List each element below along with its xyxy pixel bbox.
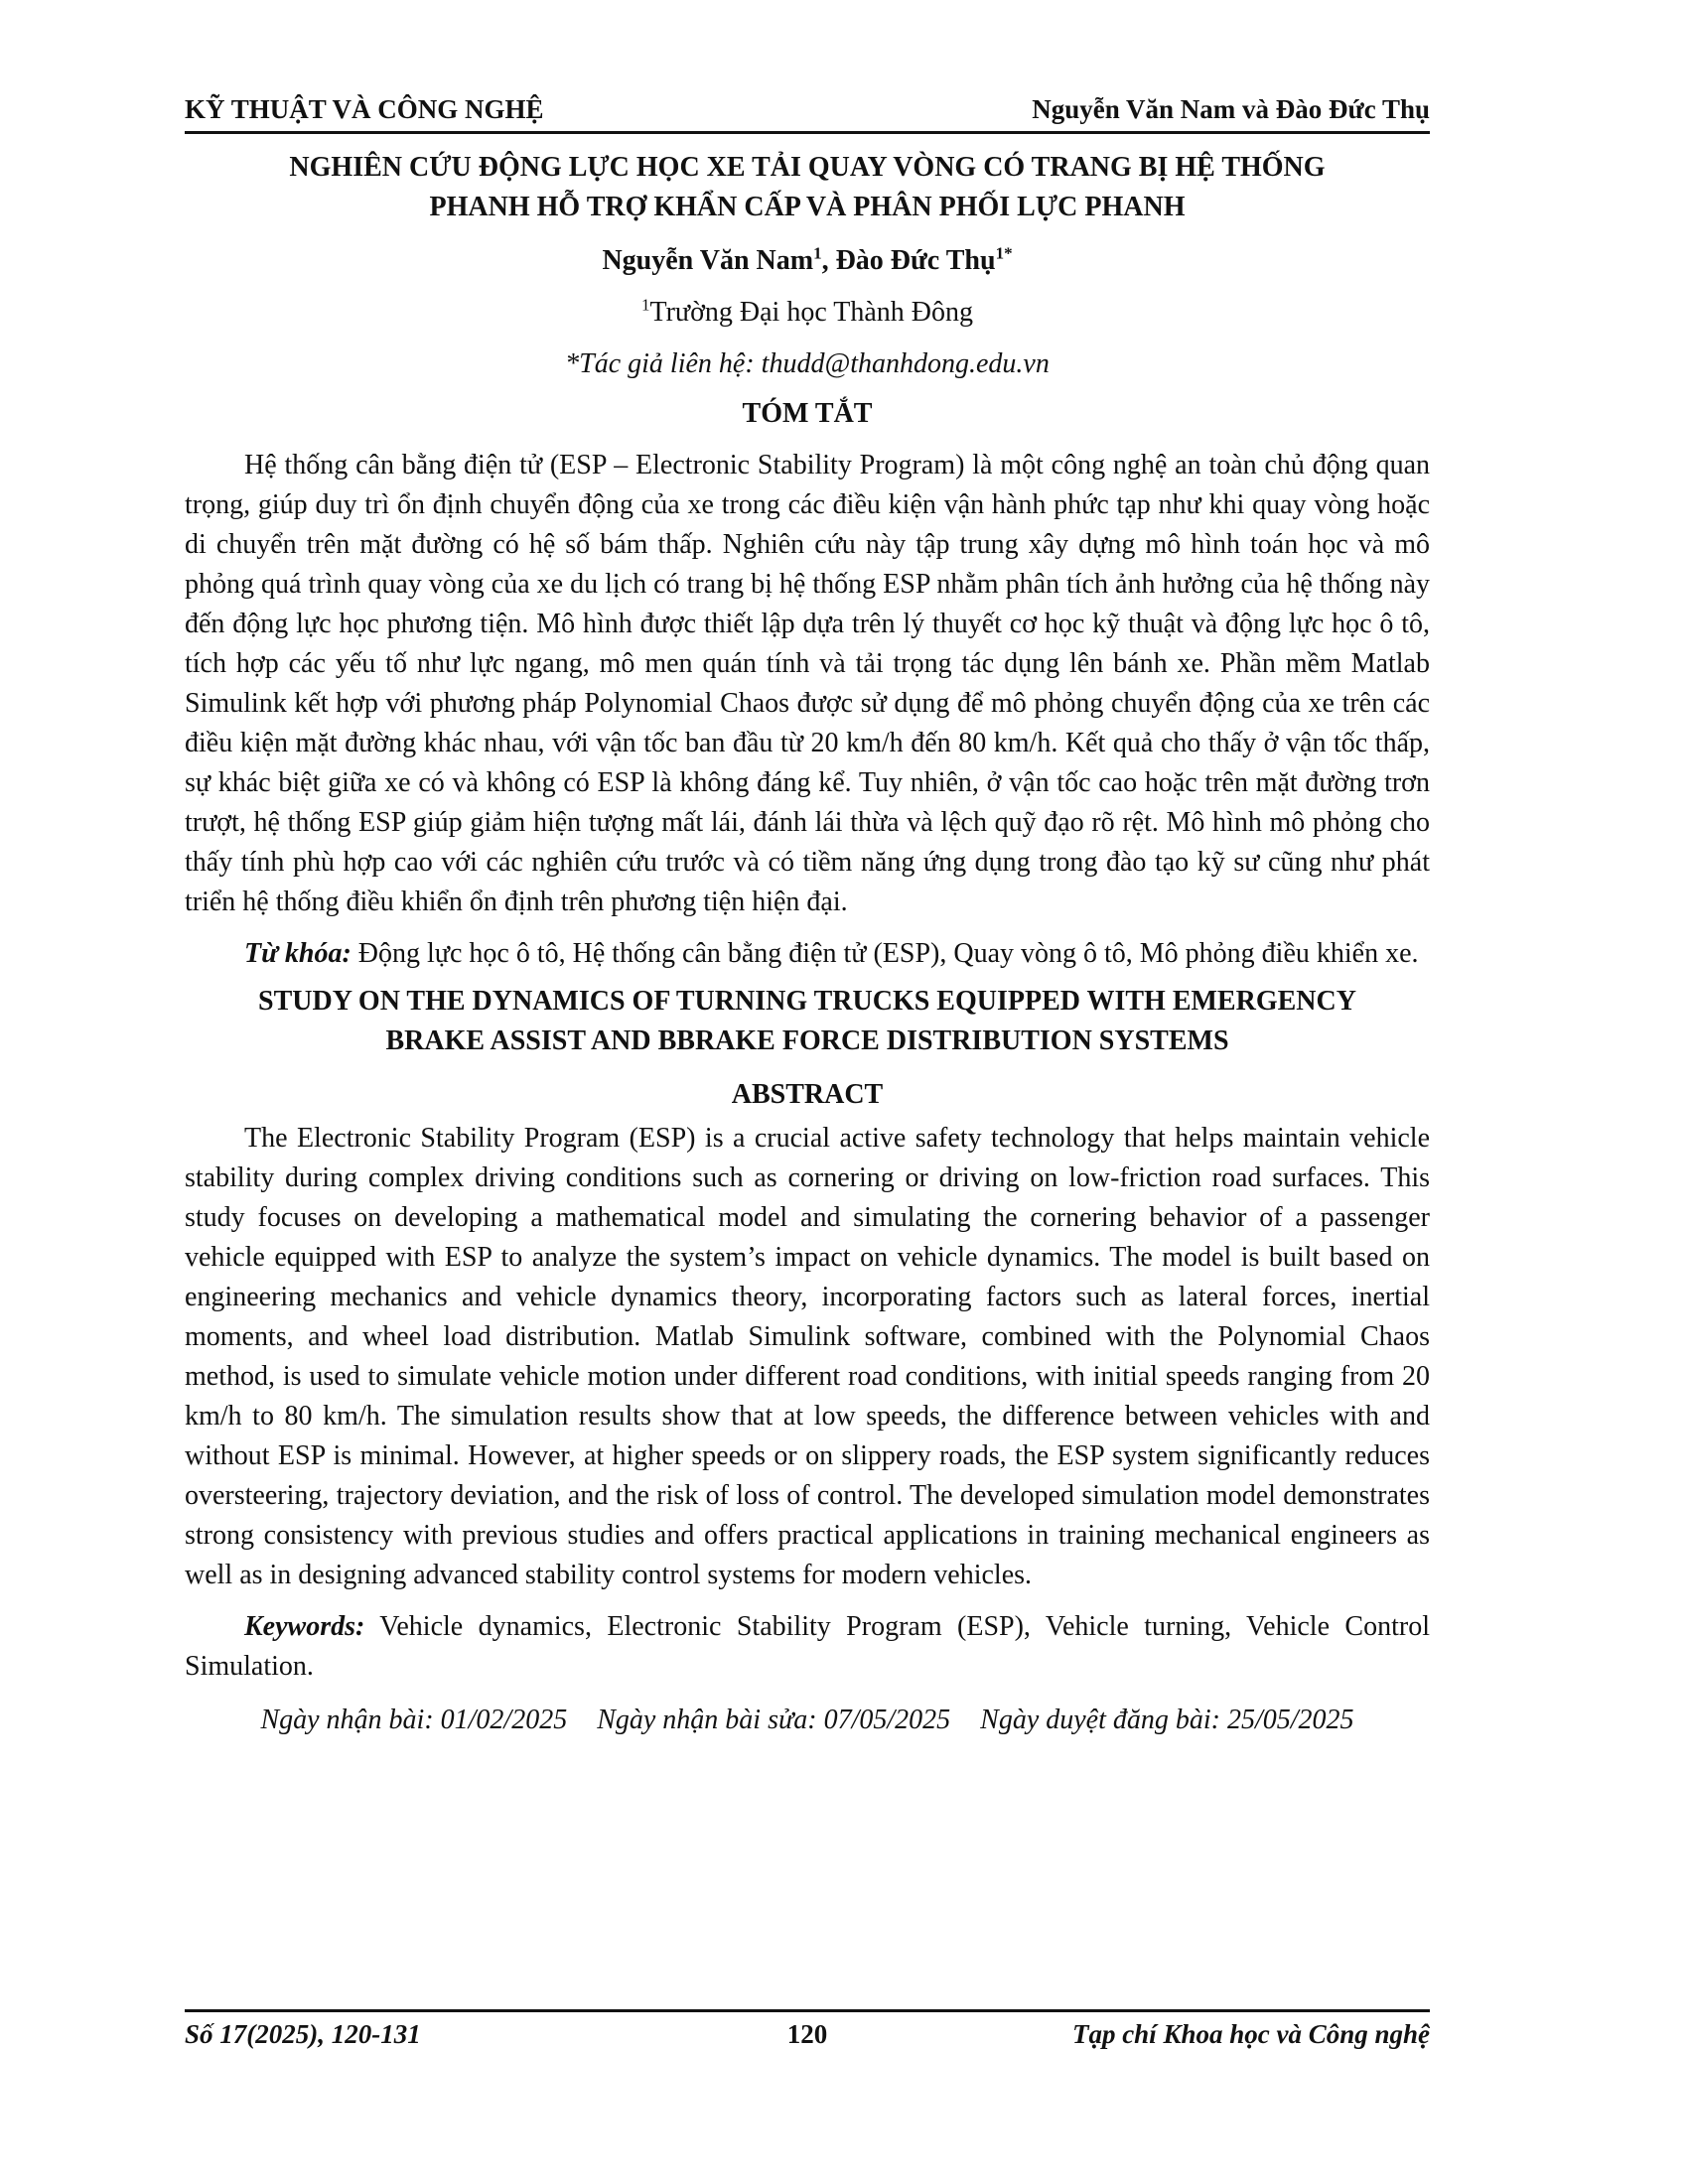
footer-journal: Tạp chí Khoa học và Công nghệ: [1071, 2019, 1430, 2049]
footer-issue: Số 17(2025), 120-131: [185, 2019, 421, 2049]
title-vi-line-1: NGHIÊN CỨU ĐỘNG LỰC HỌC XE TẢI QUAY VÒNG CÓ TRANG BỊ HỆ THỐNG: [289, 152, 1326, 183]
keywords-en-list: Vehicle dynamics, Electronic Stability Program (ESP), Vehicle turning, Vehicle Control Simulation.: [185, 1611, 1430, 1682]
author-1-affil-mark: 1: [813, 243, 822, 263]
header-section-label: KỸ THUẬT VÀ CÔNG NGHỆ: [185, 94, 544, 124]
corresponding-author: *Tác giả liên hệ: thudd@thanhdong.edu.vn: [565, 348, 1050, 379]
page-number: 120: [786, 2019, 828, 2049]
date-revised: Ngày nhận bài sửa: 07/05/2025: [597, 1705, 951, 1735]
keywords-vi-label: Từ khóa:: [244, 938, 352, 969]
title-vietnamese: [185, 148, 1430, 227]
abstract-en-heading: ABSTRACT: [731, 1079, 884, 1110]
keywords-en: [185, 1607, 1430, 1687]
affiliation-mark: 1: [640, 295, 650, 315]
affiliation-name: Trường Đại học Thành Đông: [649, 297, 974, 328]
date-received: Ngày nhận bài: 01/02/2025: [260, 1705, 568, 1735]
keywords-en-label: Keywords:: [244, 1611, 365, 1642]
header-authors: Nguyễn Văn Nam và Đào Đức Thụ: [1032, 94, 1430, 124]
page-footer: [185, 2009, 1430, 2052]
date-accepted: Ngày duyệt đăng bài: 25/05/2025: [980, 1705, 1354, 1735]
author-list: [185, 241, 1430, 281]
running-header: [185, 89, 1430, 134]
author-separator: ,: [821, 245, 836, 276]
submission-dates: [185, 1701, 1430, 1740]
author-2: Đào Đức Thụ: [835, 245, 996, 276]
author-1: Nguyễn Văn Nam: [602, 245, 814, 276]
author-2-affil-mark: 1*: [995, 243, 1013, 263]
keywords-vi: [185, 934, 1430, 974]
paper-page: [185, 89, 1430, 2115]
title-english: [185, 982, 1430, 1061]
title-en-line-1: STUDY ON THE DYNAMICS OF TURNING TRUCKS EQUIPPED WITH EMERGENCY: [258, 986, 1356, 1017]
abstract-vi-text: Hệ thống cân bằng điện tử (ESP – Electronic Stability Program) là một công nghệ an toàn chủ động quan trọng, giúp duy trì ổn định chuyển động của xe trong các điều kiện vận hành phức tạp như khi quay vòng hoặc di chuyển trên mặt đường có hệ số bám thấp. Nghiên cứu này tập trung xây dựng mô hình toán học và mô phỏng quá trình quay vòng của xe du lịch có trang bị hệ thống ESP nhằm phân tích ảnh hưởng của hệ thống này đến động lực học phương tiện. Mô hình được thiết lập dựa trên lý thuyết cơ học kỹ thuật và động lực học ô tô, tích hợp các yếu tố như lực ngang, mô men quán tính và tải trọng tác dụng lên bánh xe. Phần mềm Matlab Simulink kết hợp với phương pháp Polynomial Chaos được sử dụng để mô phỏng chuyển động của xe trên các điều kiện mặt đường khác nhau, với vận tốc ban đầu từ 20 km/h đến 80 km/h. Kết quả cho thấy ở vận tốc thấp, sự khác biệt giữa xe có và không có ESP là không đáng kể. Tuy nhiên, ở vận tốc cao hoặc trên mặt đường trơn trượt, hệ thống ESP giúp giảm hiện tượng mất lái, đánh lái thừa và lệch quỹ đạo rõ rệt. Mô hình mô phỏng cho thấy tính phù hợp cao với các nghiên cứu trước và có tiềm năng ứng dụng trong đào tạo kỹ sư cũng như phát triển hệ thống điều khiển ổn định trên phương tiện hiện đại.: [185, 450, 1430, 917]
abstract-en-text: The Electronic Stability Program (ESP) is a crucial active safety technology that helps maintain vehicle stability during complex driving conditions such as cornering or driving on low-friction road surfaces. This study focuses on developing a mathematical model and simulating the cornering behavior of a passenger vehicle equipped with ESP to analyze the system’s impact on vehicle dynamics. The model is built based on engineering mechanics and vehicle dynamics theory, incorporating factors such as lateral forces, inertial moments, and wheel load distribution. Matlab Simulink software, combined with the Polynomial Chaos method, is used to simulate vehicle motion under different road conditions, with initial speeds ranging from 20 km/h to 80 km/h. The simulation results show that at low speeds, the difference between vehicles with and without ESP is minimal. However, at higher speeds or on slippery roads, the ESP system significantly reduces oversteering, trajectory deviation, and the risk of loss of control. The developed simulation model demonstrates strong consistency with previous studies and offers practical applications in training mechanical engineers as well as in designing advanced stability control systems for modern vehicles.: [185, 1123, 1430, 1590]
title-en-line-2: BRAKE ASSIST AND BBRAKE FORCE DISTRIBUTION SYSTEMS: [385, 1025, 1229, 1056]
title-vi-line-2: PHANH HỖ TRỢ KHẨN CẤP VÀ PHÂN PHỐI LỰC PHANH: [429, 192, 1186, 222]
affiliation: [185, 293, 1430, 333]
keywords-vi-list: Động lực học ô tô, Hệ thống cân bằng điện tử (ESP), Quay vòng ô tô, Mô phỏng điều khiển xe.: [351, 938, 1419, 969]
abstract-vi-heading: TÓM TẮT: [742, 398, 873, 429]
